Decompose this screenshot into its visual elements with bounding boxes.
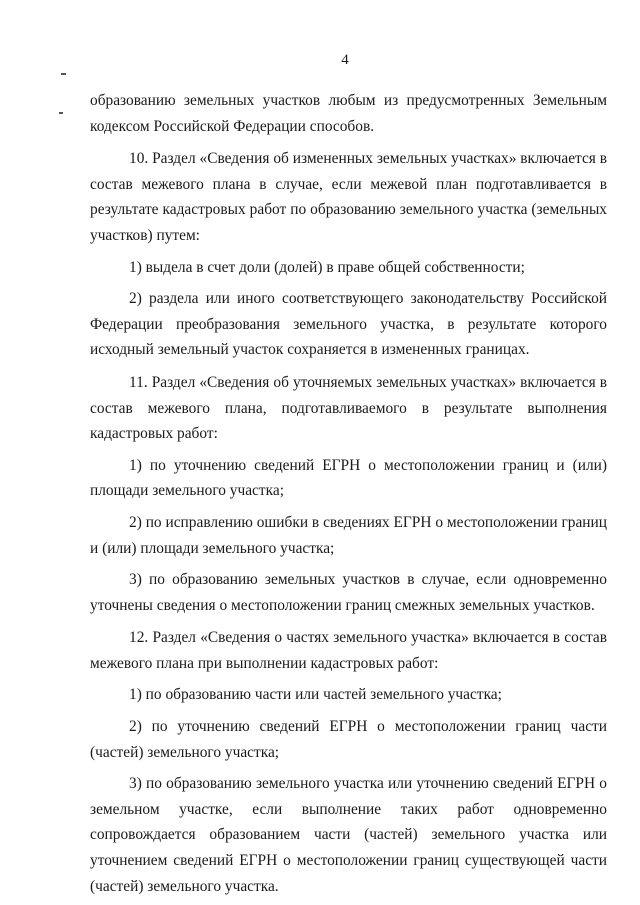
paragraph-clause-11: 11. Раздел «Сведения об уточняемых земельных участках» включается в состав межевого плана, подготавливаемого в результате выполнения кадастровых работ: xyxy=(90,373,607,443)
scan-mark xyxy=(59,112,63,114)
document-body xyxy=(90,88,607,899)
paragraph-clause-10: 10. Раздел «Сведения об измененных земельных участках» включается в состав межевого плана в случае, если межевой план подготавливается в результате кадастровых работ по образованию земельного участка (земельных участков) путем: xyxy=(90,150,607,244)
paragraph-list-item: 1) выдела в счет доли (долей) в праве общей собственности; xyxy=(129,258,525,276)
page-number: 4 xyxy=(341,52,349,68)
scan-mark xyxy=(61,73,66,75)
paragraph-clause-12: 12. Раздел «Сведения о частях земельного участка» включается в состав межевого плана при выполнении кадастровых работ: xyxy=(90,629,607,672)
paragraph-list-item: 1) по образованию части или частей земельного участка; xyxy=(129,686,502,704)
paragraph-list-item: 2) по уточнению сведений ЕГРН о местоположении границ части (частей) земельного участка; xyxy=(90,718,607,761)
paragraph-list-item: 3) по образованию земельных участков в случае, если одновременно уточнены сведения о местоположении границ смежных земельных участков. xyxy=(90,571,607,614)
paragraph-list-item: 2) по исправлению ошибки в сведениях ЕГРН о местоположении границ и (или) площади земельного участка; xyxy=(90,513,607,557)
paragraph-continuation: образованию земельных участков любым из предусмотренных Земельным кодексом Российской Федерации способов. xyxy=(90,92,607,135)
paragraph-list-item: 1) по уточнению сведений ЕГРН о местоположении границ и (или) площади земельного участка; xyxy=(90,456,607,500)
paragraph-list-item: 2) раздела или иного соответствующего законодательству Российской Федерации преобразования земельного участка, в результате которого исходный земельный участок сохраняется в измененных границах. xyxy=(90,290,607,359)
paragraph-list-item: 3) по образованию земельного участка или уточнению сведений ЕГРН о земельном участке, если выполнение таких работ одновременно сопровождается образованием части (частей) земельного участка или уточнением сведений ЕГРН о местоположении границ существующей части (частей) земельного участка. xyxy=(90,775,607,895)
